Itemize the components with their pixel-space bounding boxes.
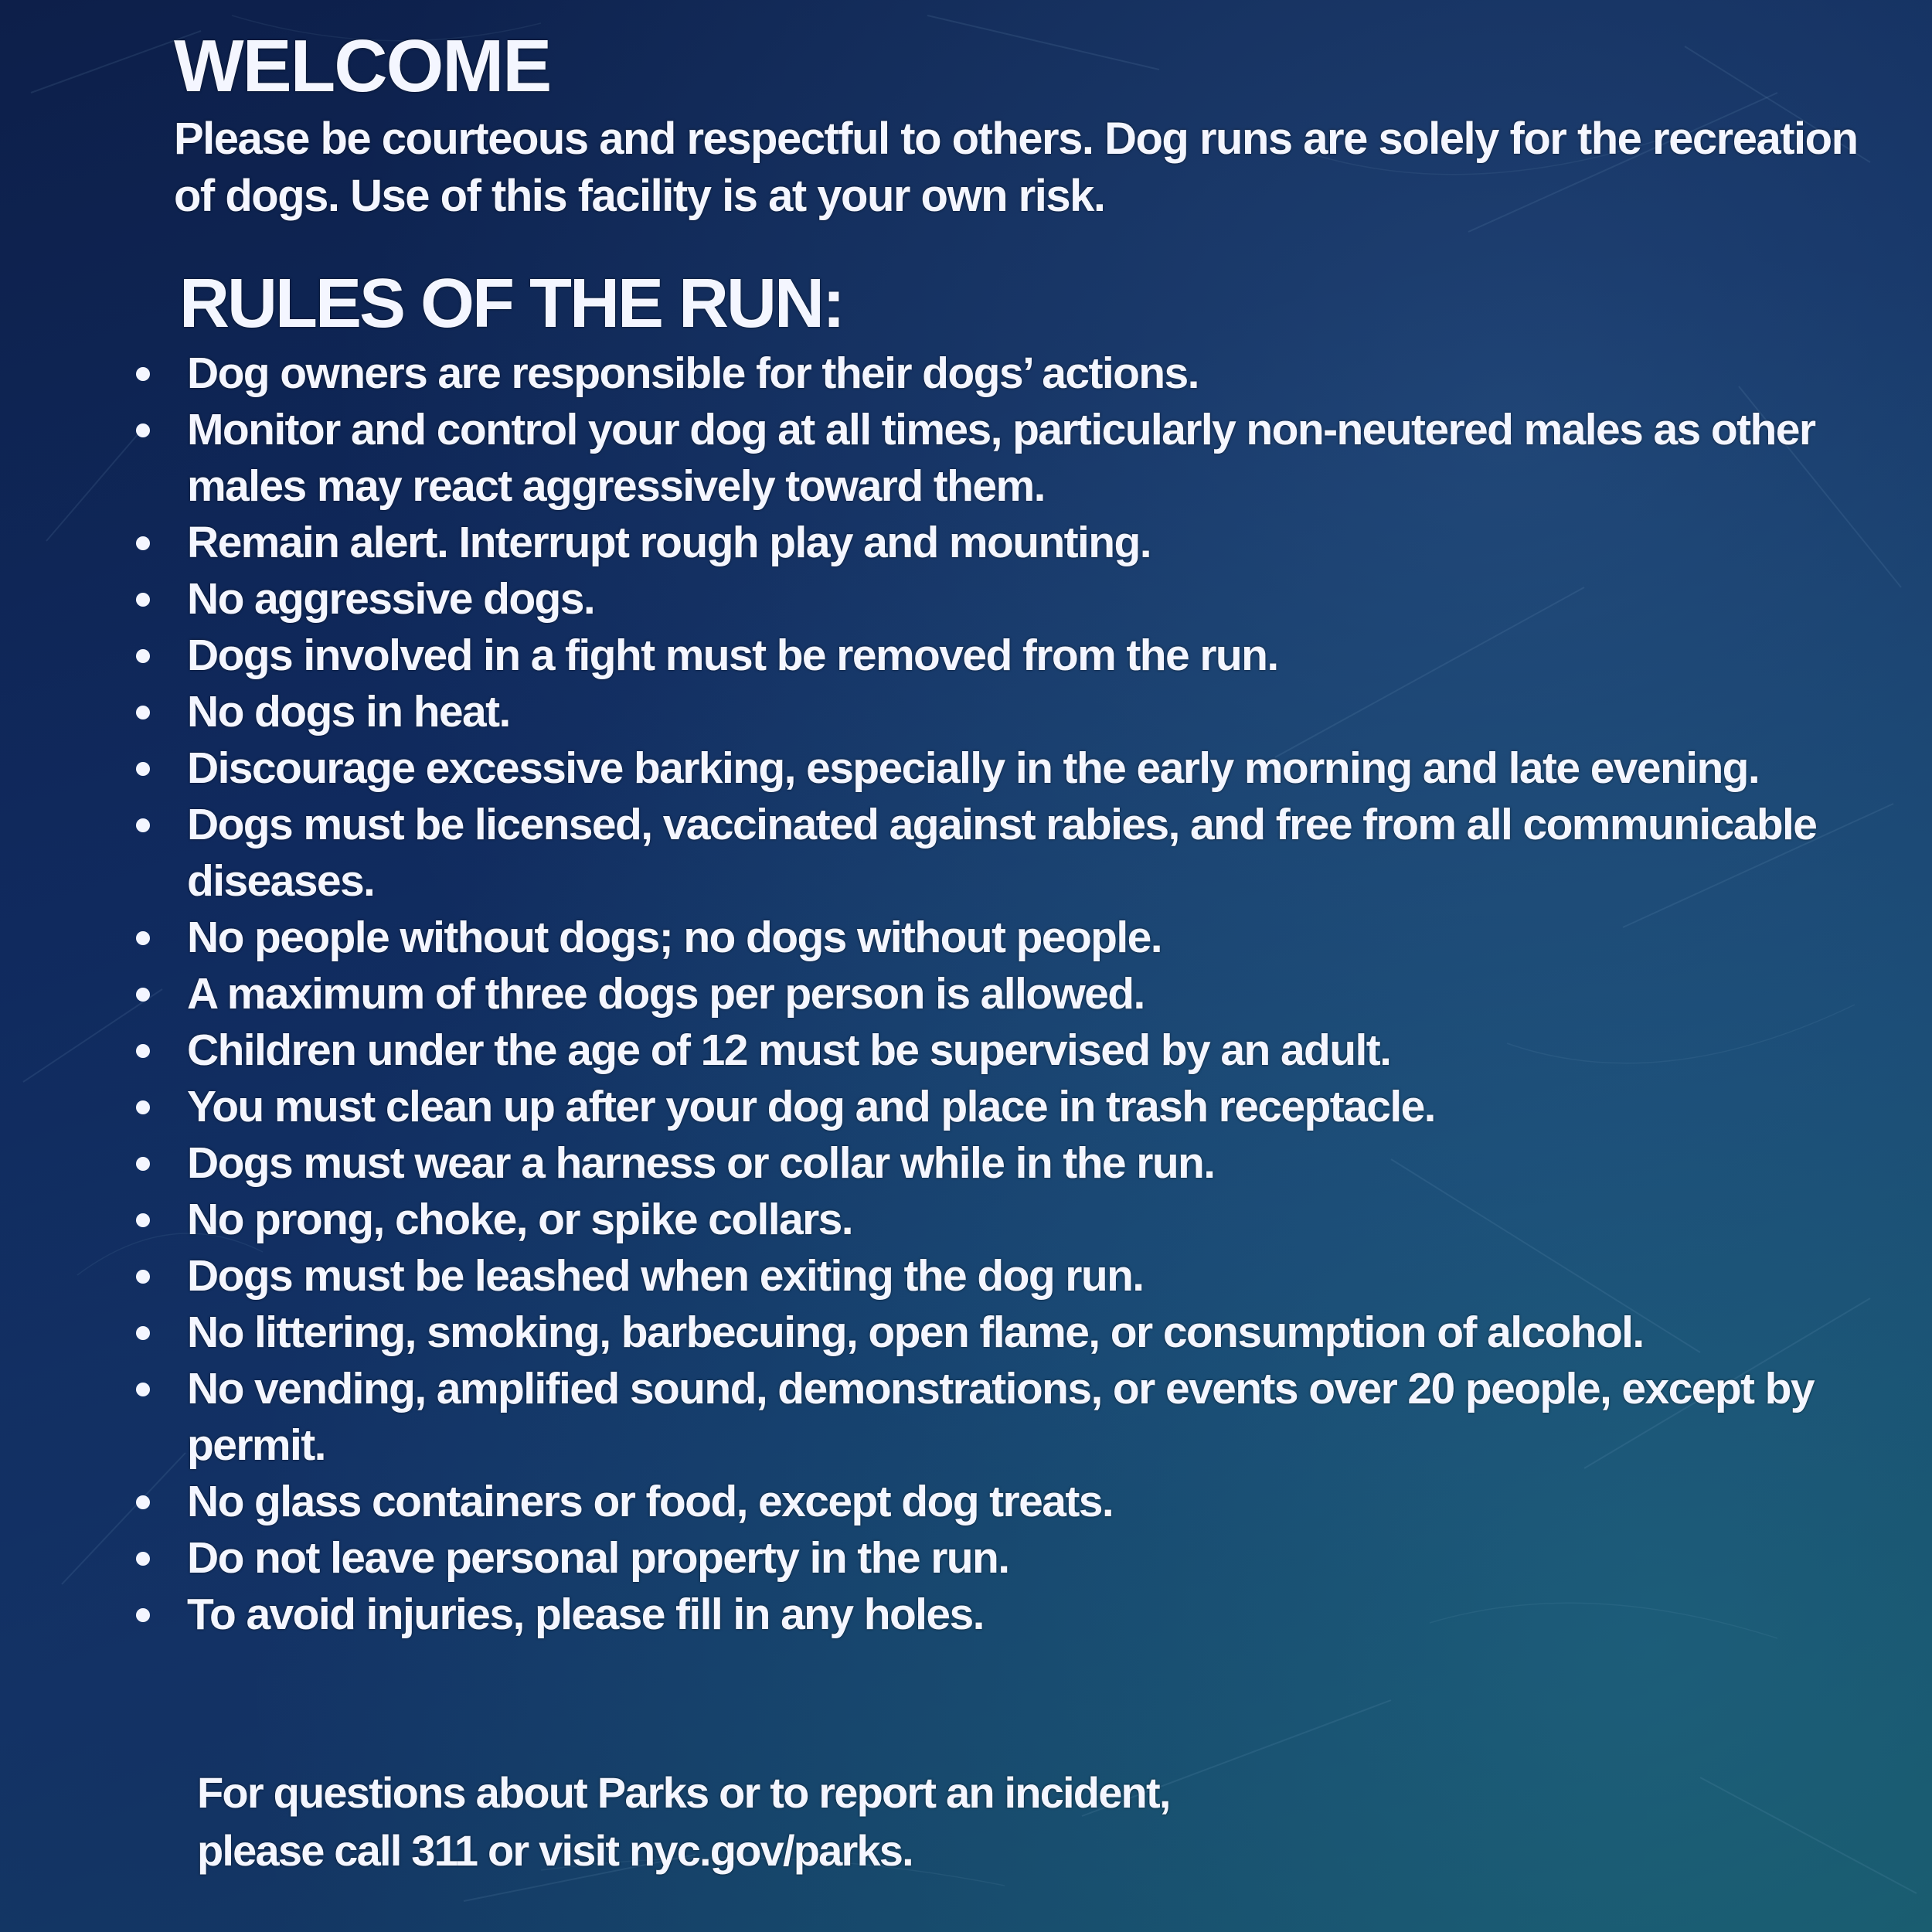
bullet-icon: [136, 423, 150, 437]
rule-item: [124, 684, 1855, 740]
rule-item: [124, 1022, 1855, 1079]
rule-text: Discourage excessive barking, especially in the early morning and late evening.: [187, 743, 1760, 793]
rule-item: [124, 571, 1855, 628]
footer-line-2: please call 311 or visit nyc.gov/parks.: [197, 1826, 913, 1875]
bullet-icon: [136, 1270, 150, 1284]
rule-item: [124, 1304, 1855, 1361]
rule-item: [124, 628, 1855, 684]
rule-text: Children under the age of 12 must be supervised by an adult.: [187, 1026, 1391, 1075]
rule-item: [124, 1248, 1855, 1304]
bullet-icon: [136, 1157, 150, 1171]
bullet-icon: [136, 1383, 150, 1396]
rule-item: [124, 740, 1855, 797]
rule-item: [124, 1474, 1855, 1530]
bullet-icon: [136, 1213, 150, 1227]
rule-text: No prong, choke, or spike collars.: [187, 1195, 852, 1244]
bullet-icon: [136, 706, 150, 719]
rule-text: Do not leave personal property in the run.: [187, 1533, 1009, 1583]
rule-text: Dogs involved in a fight must be removed from the run.: [187, 631, 1278, 680]
rule-item: [124, 515, 1855, 571]
rule-text: Remain alert. Interrupt rough play and mounting.: [187, 518, 1151, 567]
rule-item: [124, 797, 1855, 910]
rule-text: Dogs must wear a harness or collar while in the run.: [187, 1138, 1215, 1188]
rule-text: No aggressive dogs.: [187, 574, 595, 624]
rule-item: [124, 910, 1855, 966]
contact-footer: [197, 1764, 1665, 1879]
rule-item: [124, 1587, 1855, 1643]
bullet-icon: [136, 818, 150, 832]
rule-item: [124, 402, 1855, 515]
rule-text: Dogs must be leashed when exiting the dog run.: [187, 1251, 1144, 1301]
bullet-icon: [136, 1552, 150, 1566]
bullet-icon: [136, 1608, 150, 1622]
welcome-heading: WELCOME: [174, 25, 551, 107]
bullet-icon: [136, 536, 150, 550]
footer-line-1: For questions about Parks or to report an incident,: [197, 1768, 1170, 1817]
bullet-icon: [136, 367, 150, 381]
rule-text: Dog owners are responsible for their dogs’ actions.: [187, 349, 1199, 398]
rule-text: No people without dogs; no dogs without people.: [187, 913, 1162, 962]
rules-list: [124, 345, 1855, 1643]
rule-text: Monitor and control your dog at all times, particularly non-neutered males as other males may react aggressively toward them.: [187, 405, 1815, 511]
bullet-icon: [136, 593, 150, 607]
rule-item: [124, 966, 1855, 1022]
bullet-icon: [136, 1100, 150, 1114]
rule-text: To avoid injuries, please fill in any holes.: [187, 1590, 984, 1639]
rule-item: [124, 345, 1855, 402]
rule-item: [124, 1192, 1855, 1248]
bullet-icon: [136, 1326, 150, 1340]
rule-item: [124, 1079, 1855, 1135]
rule-text: No vending, amplified sound, demonstrations, or events over 20 people, except by permit.: [187, 1364, 1814, 1470]
rule-item: [124, 1530, 1855, 1587]
rule-text: A maximum of three dogs per person is allowed.: [187, 969, 1145, 1019]
rule-text: Dogs must be licensed, vaccinated against rabies, and free from all communicable diseases.: [187, 800, 1817, 906]
bullet-icon: [136, 1495, 150, 1509]
rule-item: [124, 1135, 1855, 1192]
rule-text: No littering, smoking, barbecuing, open flame, or consumption of alcohol.: [187, 1308, 1644, 1357]
bullet-icon: [136, 1044, 150, 1058]
bullet-icon: [136, 649, 150, 663]
rules-heading: RULES OF THE RUN:: [179, 265, 843, 342]
welcome-paragraph: Please be courteous and respectful to others. Dog runs are solely for the recreation of dogs. Use of this facility is at your own risk.: [174, 114, 1858, 221]
bullet-icon: [136, 762, 150, 776]
bullet-icon: [136, 988, 150, 1002]
rule-item: [124, 1361, 1855, 1474]
bullet-icon: [136, 931, 150, 945]
rule-text: You must clean up after your dog and place in trash receptacle.: [187, 1082, 1435, 1131]
rule-text: No dogs in heat.: [187, 687, 510, 736]
rule-text: No glass containers or food, except dog treats.: [187, 1477, 1114, 1526]
